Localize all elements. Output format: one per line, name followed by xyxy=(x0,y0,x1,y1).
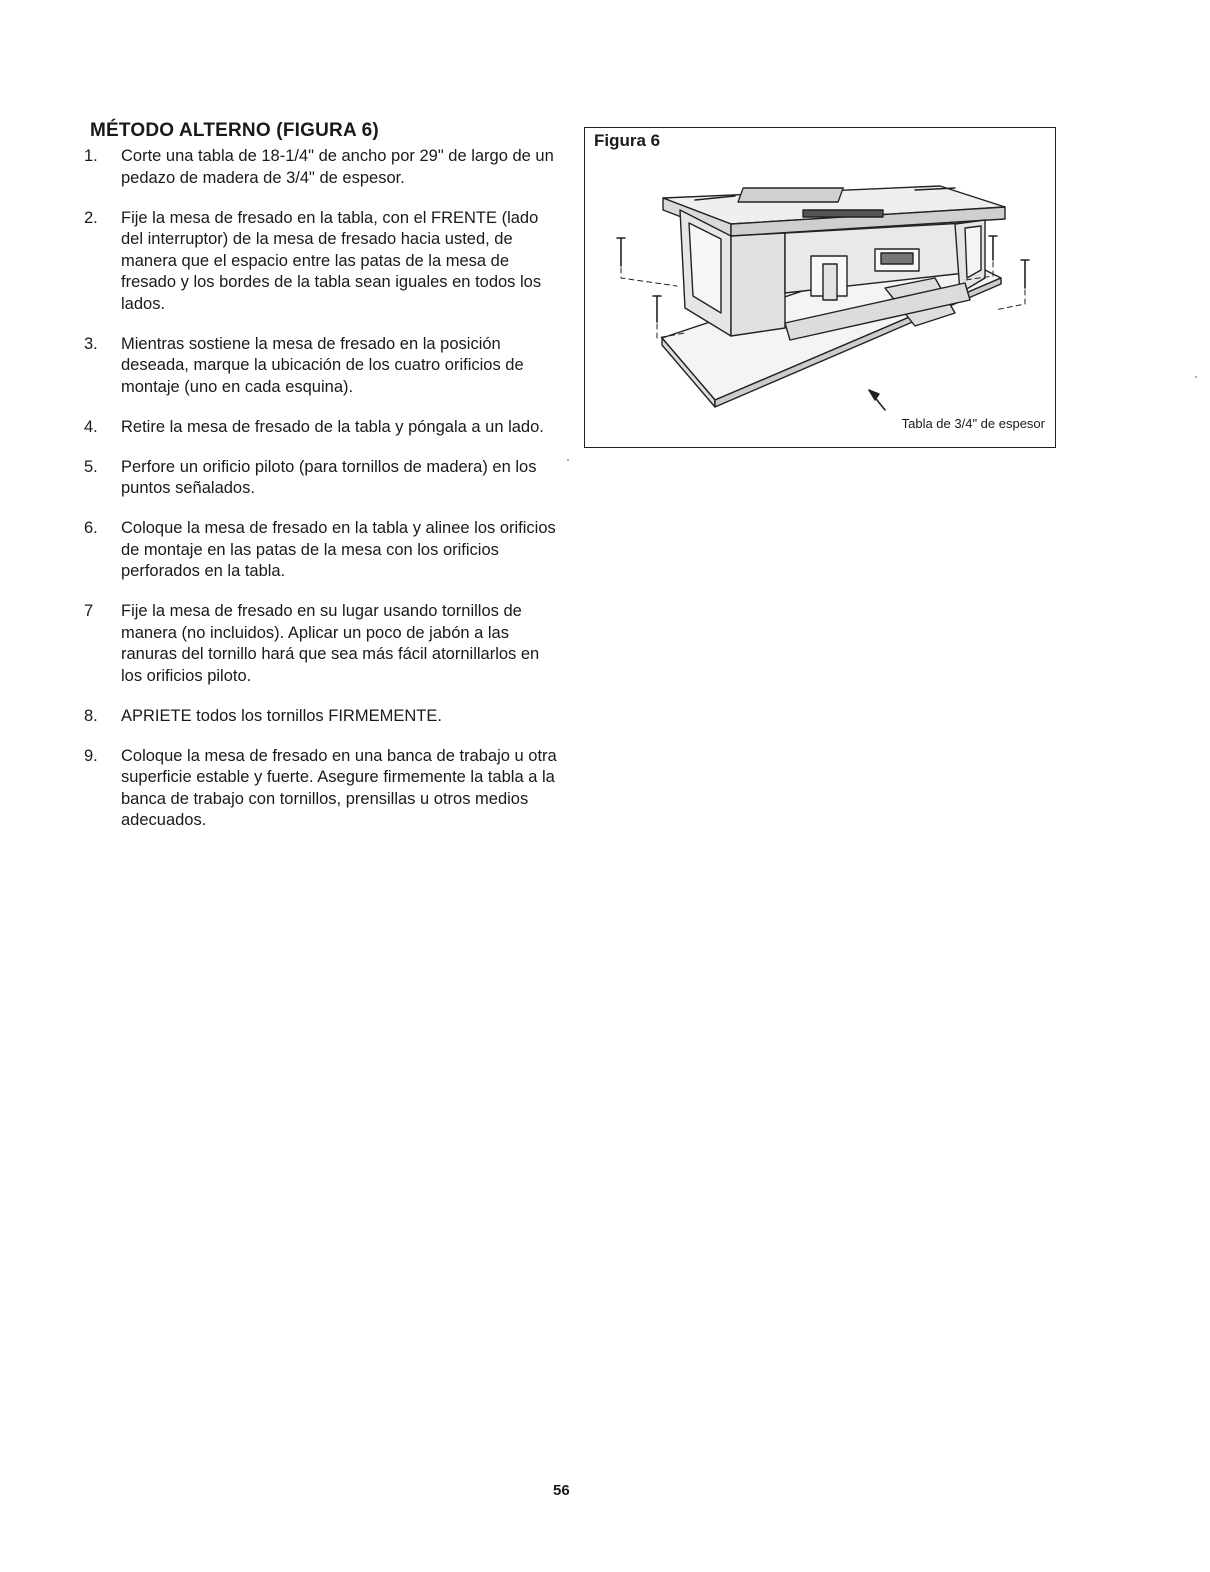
step-number: 6. xyxy=(84,519,98,537)
step-number: 2. xyxy=(84,208,98,227)
step-text: Coloque la mesa de fresado en la tabla y alinee los orificios de montaje en las patas de la mesa con los orificios perforados en la tabla. xyxy=(121,519,556,580)
step-number: 9. xyxy=(84,746,98,765)
step-number: 5. xyxy=(84,457,98,476)
scan-speck xyxy=(567,459,569,461)
step-text: Corte una tabla de 18-1/4" de ancho por 29" de largo de un pedazo de madera de 3/4" de espesor. xyxy=(121,147,554,187)
step-text: Coloque la mesa de fresado en una banca de trabajo u otra superficie estable y fuerte. Asegure firmemente la tabla a la banca de trabajo con tornillos, prensillas u otros medios adecuados. xyxy=(121,746,557,829)
list-item xyxy=(84,417,564,439)
step-text: Perfore un orificio piloto (para tornillos de madera) en los puntos señalados. xyxy=(121,457,537,497)
step-number: 7 xyxy=(84,602,94,620)
step-text: Retire la mesa de fresado de la tabla y póngala a un lado. xyxy=(121,417,544,436)
list-item xyxy=(84,208,564,316)
step-number: 3. xyxy=(84,334,98,353)
list-item xyxy=(84,518,564,583)
figure-caption: Tabla de 3/4" de espesor xyxy=(901,416,1045,431)
list-item xyxy=(84,334,564,399)
scan-speck xyxy=(1195,376,1197,378)
figure-6 xyxy=(584,127,1056,448)
section-heading: MÉTODO ALTERNO (FIGURA 6) xyxy=(90,120,379,141)
router-table-illustration xyxy=(585,128,1055,447)
list-item xyxy=(84,746,564,832)
list-item xyxy=(84,146,564,189)
list-item xyxy=(84,601,564,687)
list-item xyxy=(84,706,564,728)
step-text: Fije la mesa de fresado en su lugar usando tornillos de manera (no incluidos). Aplicar un poco de jabón a las ranuras del tornillo hará que sea más fácil atornillarlos en los orificios piloto. xyxy=(121,602,540,685)
page-number: 56 xyxy=(553,1482,570,1499)
step-text: Mientras sostiene la mesa de fresado en la posición deseada, marque la ubicación de los cuatro orificios de montaje (uno en cada esquina). xyxy=(121,334,524,396)
figure-title: Figura 6 xyxy=(594,131,661,150)
step-text: APRIETE todos los tornillos FIRMEMENTE. xyxy=(121,706,442,725)
list-item xyxy=(84,457,564,500)
step-number: 1. xyxy=(84,147,98,165)
step-number: 4. xyxy=(84,417,98,436)
step-number: 8. xyxy=(84,706,98,725)
step-text: Fije la mesa de fresado en la tabla, con el FRENTE (lado del interruptor) de la mesa de fresado hacia usted, de manera que el espacio entre las patas de la mesa de fresado y los bordes de la tabla sean iguales en todos los lados. xyxy=(121,208,542,313)
instruction-steps xyxy=(84,146,564,850)
